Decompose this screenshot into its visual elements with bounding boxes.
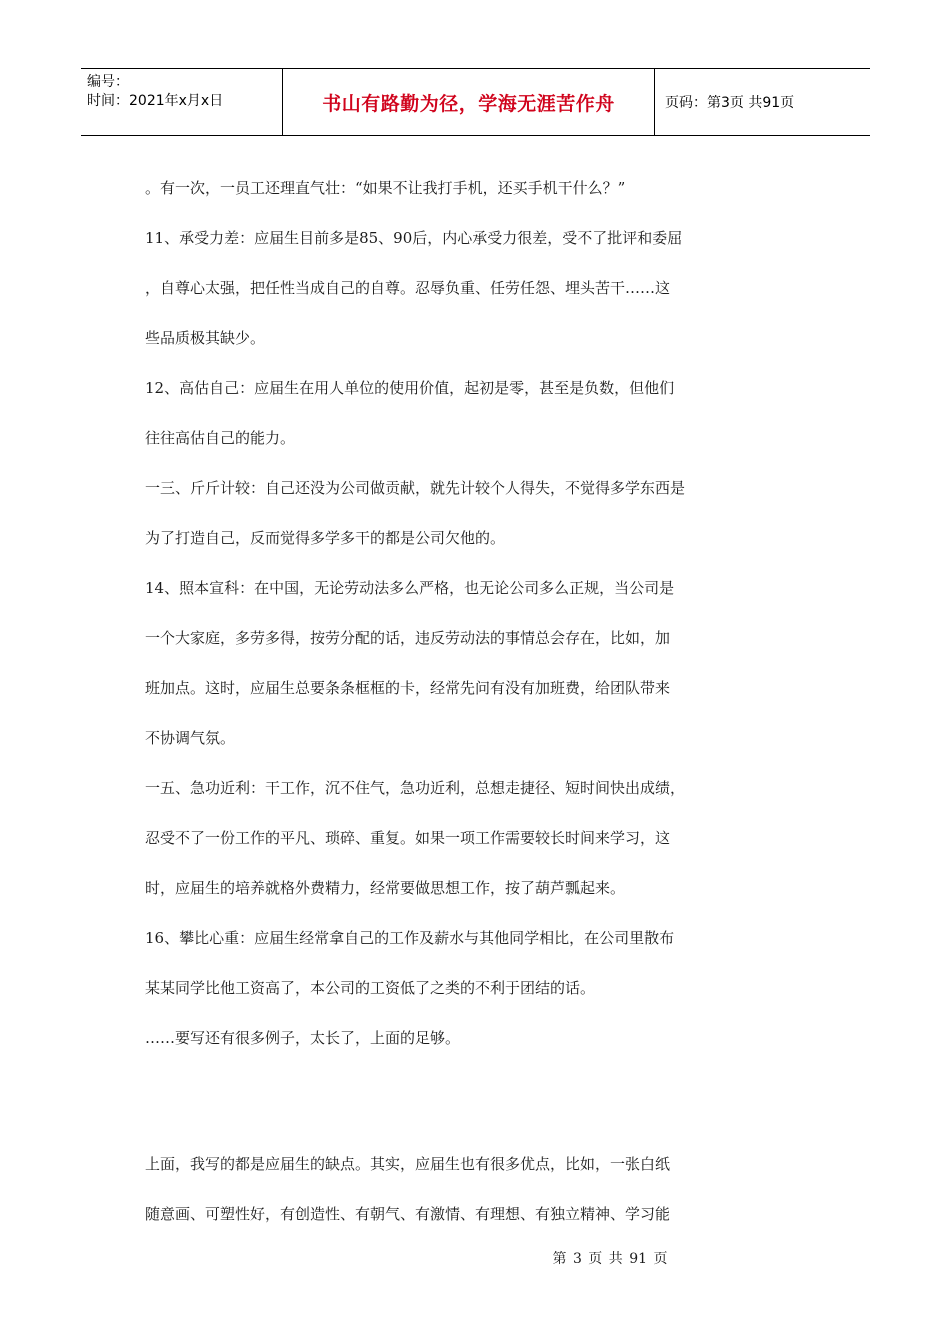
body-line: 14、照本宣科：在中国，无论劳动法多么严格，也无论公司多么正规，当公司是	[145, 579, 675, 597]
body-line: 不协调气氛。	[145, 729, 236, 747]
document-body	[145, 180, 765, 1222]
header-motto: 书山有路勤为径，学海无涯苦作舟	[282, 69, 655, 135]
body-line: 12、高估自己：应届生在用人单位的使用价值，起初是零，甚至是负数，但他们	[145, 379, 675, 397]
body-line: 为了打造自己，反而觉得多学多干的都是公司欠他的。	[145, 529, 506, 547]
document-number-label: 编号：	[87, 74, 129, 90]
body-line: 往往高估自己的能力。	[145, 429, 296, 447]
body-line: 随意画、可塑性好，有创造性、有朝气、有激情、有理想、有独立精神、学习能	[145, 1205, 671, 1223]
body-line: 11、承受力差：应届生目前多是85、90后，内心承受力很差，受不了批评和委屈	[145, 229, 683, 247]
body-line: 一三、斤斤计较：自己还没为公司做贡献，就先计较个人得失，不觉得多学东西是	[145, 479, 686, 497]
body-line: 。有一次，一员工还理直气壮：“如果不让我打手机，还买手机干什么？”	[145, 179, 626, 197]
body-line: 一五、急功近利：干工作，沉不住气，急功近利，总想走捷径、短时间快出成绩，	[145, 779, 686, 797]
header-meta	[81, 69, 282, 135]
document-time-label: 时间：2021年x月x日	[87, 93, 224, 109]
body-line: 些品质极其缺少。	[145, 329, 266, 347]
page-footer: 第 3 页 共 91 页	[552, 1251, 668, 1267]
body-line: 忍受不了一份工作的平凡、琐碎、重复。如果一项工作需要较长时间来学习，这	[145, 829, 671, 847]
body-line: 班加点。这时，应届生总要条条框框的卡，经常先问有没有加班费，给团队带来	[145, 679, 671, 697]
body-line: 某某同学比他工资高了，本公司的工资低了之类的不利于团结的话。	[145, 979, 596, 997]
header-page-code: 页码：第3页 共91页	[665, 95, 795, 111]
body-line: ……要写还有很多例子，太长了，上面的足够。	[145, 1029, 461, 1047]
body-line: 时，应届生的培养就格外费精力，经常要做思想工作，按了葫芦瓢起来。	[145, 879, 626, 897]
body-line: ，自尊心太强，把任性当成自己的自尊。忍辱负重、任劳任怨、埋头苦干……这	[145, 279, 671, 297]
body-line: 上面，我写的都是应届生的缺点。其实，应届生也有很多优点，比如，一张白纸	[145, 1155, 671, 1173]
body-line: 一个大家庭，多劳多得，按劳分配的话，违反劳动法的事情总会存在，比如，加	[145, 629, 671, 647]
document-header	[81, 68, 870, 136]
body-line: 16、攀比心重：应届生经常拿自己的工作及薪水与其他同学相比，在公司里散布	[145, 929, 675, 947]
